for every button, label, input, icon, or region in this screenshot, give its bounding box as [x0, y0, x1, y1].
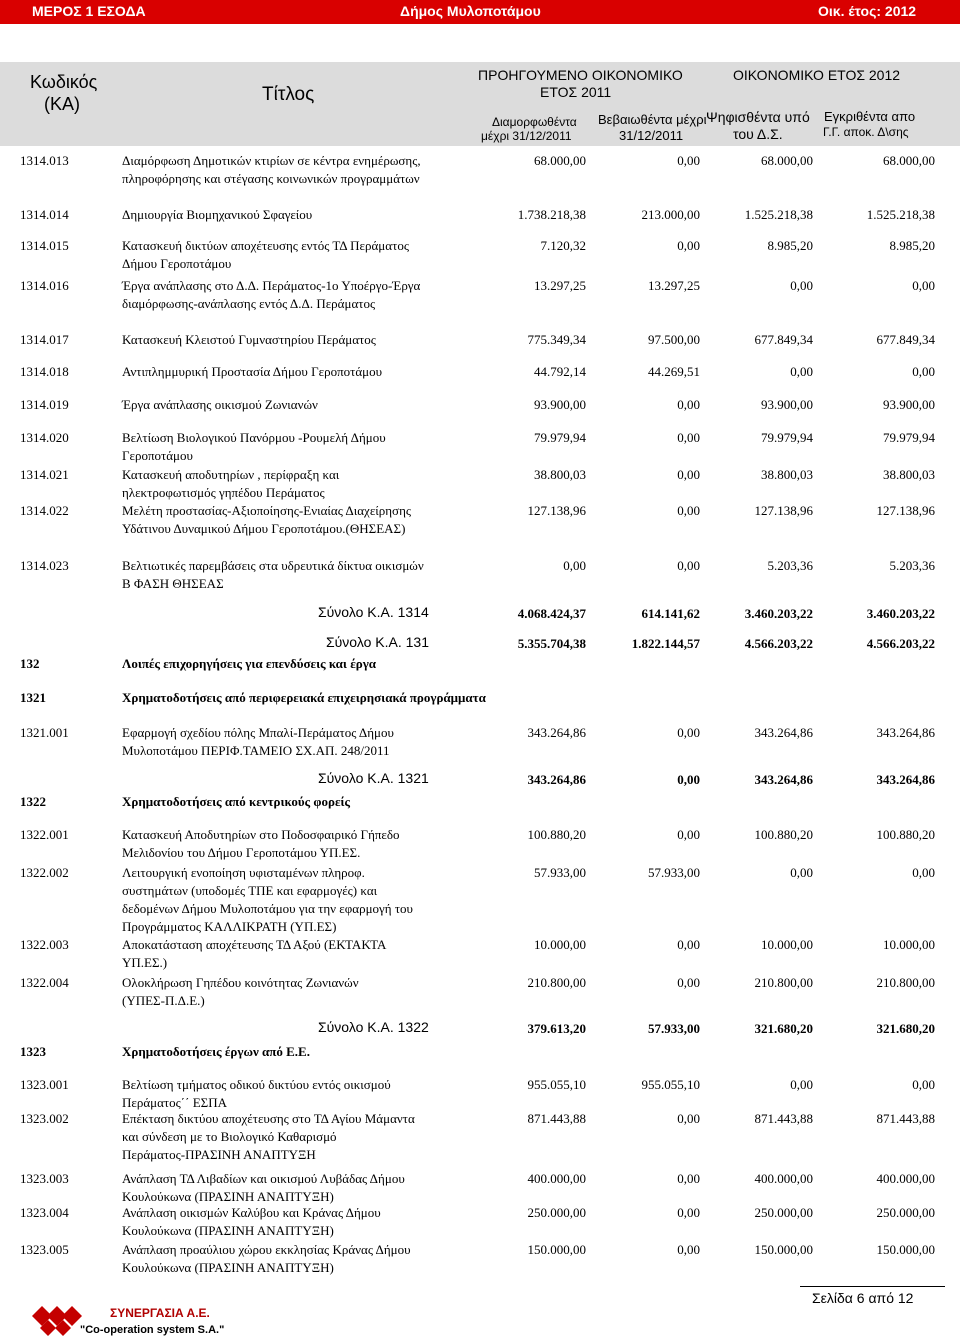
- row-title-line: Ολοκλήρωση Γηπέδου κοινότητας Ζωνιανών: [122, 975, 359, 990]
- table-row: [0, 277, 960, 313]
- row-value-2: 13.297,25: [648, 278, 700, 293]
- table-header: [0, 62, 960, 146]
- row-title-line: Διαμόρφωση Δημοτικών κτιρίων σε κέντρα ενημέρωσης,: [122, 153, 421, 168]
- row-value-3: 677.849,34: [754, 332, 813, 347]
- total-v4: 3.460.203,22: [866, 606, 935, 621]
- row-value-3: 1.525.218,38: [744, 207, 813, 222]
- header-col1-sub: μέχρι 31/12/2011: [481, 129, 572, 143]
- row-value-1: 250.000,00: [527, 1205, 586, 1220]
- row-title: [122, 502, 462, 538]
- row-value-2: 0,00: [677, 937, 700, 952]
- row-title-line: Έργα ανάπλασης στο Δ.Δ. Περάματος-1ο Υποέργο-Έργα: [122, 278, 421, 293]
- row-title-line: Ανάπλαση ΤΔ Λιβαδίων και οικισμού Λυβάδας Δήμου: [122, 1171, 405, 1186]
- group-code: 1321: [20, 690, 46, 705]
- row-code: 1323.002: [20, 1111, 69, 1126]
- row-value-4: 400.000,00: [876, 1171, 935, 1186]
- row-value-4: 343.264,86: [876, 725, 935, 740]
- row-value-2: 0,00: [677, 1111, 700, 1126]
- row-value-4: 8.985,20: [889, 238, 935, 253]
- header-col2-sub: 31/12/2011: [619, 128, 684, 143]
- row-value-2: 0,00: [677, 238, 700, 253]
- table-row: [0, 331, 960, 349]
- table-row: [0, 1110, 960, 1164]
- row-value-2: 0,00: [677, 503, 700, 518]
- total-label: Σύνολο Κ.Α. 131: [326, 634, 429, 650]
- row-value-3: 100.880,20: [754, 827, 813, 842]
- row-title-line: συστημάτων (υποδομές ΤΠΕ και εφαρμογές) και: [122, 883, 378, 898]
- total-v3: 4.566.203,22: [744, 636, 813, 651]
- row-code: 1314.016: [20, 278, 69, 293]
- header-col4-sub: Γ.Γ. αποκ. Δ\σης: [823, 125, 909, 139]
- row-title: [122, 826, 462, 862]
- row-title: [122, 429, 462, 465]
- table-row: [0, 1204, 960, 1240]
- row-code: 1323.001: [20, 1077, 69, 1092]
- row-title-line: Ανάπλαση προαύλιου χώρου εκκλησίας Κράνας Δήμου: [122, 1242, 411, 1257]
- total-label: Σύνολο Κ.Α. 1314: [318, 604, 429, 620]
- row-value-1: 7.120,32: [540, 238, 586, 253]
- row-title-line: διαμόρφωσης-ανάπλασης εντός Δ.Δ. Περάματος: [122, 296, 376, 311]
- group-title: Χρηματοδοτήσεις έργων από Ε.Ε.: [122, 1044, 310, 1059]
- table-row: [0, 974, 960, 1010]
- row-title: [122, 1170, 462, 1206]
- row-value-1: 1.738.218,38: [517, 207, 586, 222]
- row-title-line: Κατασκευή Κλειστού Γυμναστηρίου Περάματος: [122, 332, 376, 347]
- total-label: Σύνολο Κ.Α. 1321: [318, 770, 429, 786]
- total-v3: 321.680,20: [754, 1021, 813, 1036]
- row-value-3: 68.000,00: [761, 153, 813, 168]
- row-title-line: Γεροποτάμου: [122, 448, 193, 463]
- header-col1: Διαμορφωθέντα: [492, 115, 577, 129]
- row-title-line: Κατασκευή αποδυτηρίων , περίφραξη και: [122, 467, 340, 482]
- table-row: [0, 864, 960, 936]
- row-value-1: 127.138,96: [527, 503, 586, 518]
- header-code-sub: (ΚΑ): [44, 94, 80, 114]
- row-value-3: 79.979,94: [761, 430, 813, 445]
- row-value-4: 150.000,00: [876, 1242, 935, 1257]
- row-title: [122, 557, 462, 593]
- total-v2: 0,00: [677, 772, 700, 787]
- row-value-3: 10.000,00: [761, 937, 813, 952]
- table-row: [0, 1241, 960, 1277]
- total-v3: 3.460.203,22: [744, 606, 813, 621]
- section-label: ΜΕΡΟΣ 1 ΕΣΟΔΑ: [32, 3, 146, 19]
- row-code: 1314.013: [20, 153, 69, 168]
- row-value-1: 871.443,88: [527, 1111, 586, 1126]
- row-value-4: 79.979,94: [883, 430, 935, 445]
- row-title-line: Βελτίωση Βιολογικού Πανόρμου -Ρουμελή Δήμου: [122, 430, 386, 445]
- row-value-2: 97.500,00: [648, 332, 700, 347]
- row-value-4: 210.800,00: [876, 975, 935, 990]
- group-code: 132: [20, 656, 40, 671]
- row-code: 1314.020: [20, 430, 69, 445]
- row-title: [122, 974, 462, 1010]
- row-value-1: 79.979,94: [534, 430, 586, 445]
- row-value-2: 0,00: [677, 827, 700, 842]
- row-value-4: 1.525.218,38: [866, 207, 935, 222]
- row-value-3: 5.203,36: [767, 558, 813, 573]
- row-value-1: 0,00: [563, 558, 586, 573]
- row-value-4: 0,00: [912, 865, 935, 880]
- row-value-4: 871.443,88: [876, 1111, 935, 1126]
- top-bar: [0, 0, 960, 24]
- row-value-3: 400.000,00: [754, 1171, 813, 1186]
- row-value-3: 150.000,00: [754, 1242, 813, 1257]
- row-title-line: Περάματος-ΠΡΑΣΙΝΗ ΑΝΑΠΤΥΞΗ: [122, 1147, 316, 1162]
- row-title-line: Επέκταση δικτύου αποχέτευσης στο ΤΔ Αγίου Μάμαντα: [122, 1111, 415, 1126]
- row-title: [122, 1204, 462, 1240]
- row-title-line: Κατασκευή Αποδυτηρίων στο Ποδοσφαιρικό Γήπεδο: [122, 827, 400, 842]
- group-code: 1322: [20, 794, 46, 809]
- total-v1: 343.264,86: [527, 772, 586, 787]
- row-value-1: 210.800,00: [527, 975, 586, 990]
- row-title-line: Ανάπλαση οικισμών Καλύβου και Κράνας Δήμου: [122, 1205, 381, 1220]
- row-value-2: 44.269,51: [648, 364, 700, 379]
- row-value-4: 100.880,20: [876, 827, 935, 842]
- row-value-3: 38.800,03: [761, 467, 813, 482]
- row-code: 1314.014: [20, 207, 69, 222]
- row-value-3: 871.443,88: [754, 1111, 813, 1126]
- row-title-line: Κουλούκωνα (ΠΡΑΣΙΝΗ ΑΝΑΠΤΥΞΗ): [122, 1260, 334, 1275]
- row-code: 1314.022: [20, 503, 69, 518]
- row-title: [122, 724, 462, 760]
- row-value-2: 57.933,00: [648, 865, 700, 880]
- row-title-line: Κουλούκωνα (ΠΡΑΣΙΝΗ ΑΝΑΠΤΥΞΗ): [122, 1223, 334, 1238]
- row-value-4: 5.203,36: [889, 558, 935, 573]
- total-v4: 321.680,20: [876, 1021, 935, 1036]
- row-value-4: 10.000,00: [883, 937, 935, 952]
- row-value-3: 0,00: [790, 364, 813, 379]
- row-title-line: Αντιπλημμυρική Προστασία Δήμου Γεροποτάμου: [122, 364, 383, 379]
- row-title: [122, 1110, 462, 1164]
- total-v4: 4.566.203,22: [866, 636, 935, 651]
- total-131: [0, 634, 960, 656]
- row-value-3: 127.138,96: [754, 503, 813, 518]
- row-title-line: Μυλοποτάμου ΠΕΡΙΦ.ΤΑΜΕΙΟ ΣΧ.ΑΠ. 248/2011: [122, 743, 390, 758]
- row-value-4: 677.849,34: [876, 332, 935, 347]
- header-col4: Εγκριθέντα απο: [824, 109, 916, 124]
- total-v1: 379.613,20: [527, 1021, 586, 1036]
- row-value-4: 0,00: [912, 278, 935, 293]
- table-row: [0, 363, 960, 381]
- row-title-line: Μελέτη προστασίας-Αξιοποίησης-Ενιαίας Διαχείρησης: [122, 503, 412, 518]
- total-1322: [0, 1019, 960, 1041]
- row-title-line: Εφαρμογή σχεδίου πόλης Μπαλί-Περάματος Δήμου: [122, 725, 394, 740]
- total-v4: 343.264,86: [876, 772, 935, 787]
- row-value-1: 13.297,25: [534, 278, 586, 293]
- row-code: 1322.001: [20, 827, 69, 842]
- row-value-3: 210.800,00: [754, 975, 813, 990]
- row-value-2: 0,00: [677, 467, 700, 482]
- row-title: [122, 396, 462, 414]
- row-value-4: 38.800,03: [883, 467, 935, 482]
- row-value-1: 57.933,00: [534, 865, 586, 880]
- total-v2: 614.141,62: [641, 606, 700, 621]
- row-title-line: Μελιδονίου του Δήμου Γεροποτάμου ΥΠ.ΕΣ.: [122, 845, 361, 860]
- total-v3: 343.264,86: [754, 772, 813, 787]
- row-title-line: Δήμου Γεροποτάμου: [122, 256, 232, 271]
- header-code: Κωδικός: [30, 72, 98, 92]
- row-value-2: 0,00: [677, 1205, 700, 1220]
- row-value-4: 127.138,96: [876, 503, 935, 518]
- header-col3-sub: του Δ.Σ.: [733, 126, 783, 142]
- row-value-2: 0,00: [677, 153, 700, 168]
- header-title: Τίτλος: [262, 84, 315, 105]
- table-row: [0, 502, 960, 538]
- total-v1: 4.068.424,37: [517, 606, 586, 621]
- row-value-2: 0,00: [677, 975, 700, 990]
- row-code: 1323.005: [20, 1242, 69, 1257]
- row-value-3: 0,00: [790, 278, 813, 293]
- row-value-4: 250.000,00: [876, 1205, 935, 1220]
- row-value-1: 44.792,14: [534, 364, 586, 379]
- row-value-1: 150.000,00: [527, 1242, 586, 1257]
- row-value-1: 68.000,00: [534, 153, 586, 168]
- table-row: [0, 936, 960, 972]
- row-value-2: 0,00: [677, 1171, 700, 1186]
- row-value-1: 400.000,00: [527, 1171, 586, 1186]
- total-1321: [0, 770, 960, 792]
- row-value-3: 250.000,00: [754, 1205, 813, 1220]
- total-v2: 57.933,00: [648, 1021, 700, 1036]
- row-code: 1314.023: [20, 558, 69, 573]
- row-title-line: Δημιουργία Βιομηχανικού Σφαγείου: [122, 207, 313, 222]
- row-title: [122, 363, 462, 381]
- table-row: [0, 1076, 960, 1112]
- row-code: 1322.002: [20, 865, 69, 880]
- table-row: [0, 237, 960, 273]
- header-col2: Βεβαιωθέντα μέχρι: [598, 112, 707, 127]
- row-title: [122, 206, 462, 224]
- row-value-2: 213.000,00: [641, 207, 700, 222]
- row-code: 1314.017: [20, 332, 69, 347]
- row-title: [122, 277, 462, 313]
- table-row: [0, 466, 960, 502]
- row-code: 1322.003: [20, 937, 69, 952]
- row-value-1: 775.349,34: [527, 332, 586, 347]
- row-title: [122, 1076, 462, 1112]
- total-v1: 5.355.704,38: [517, 636, 586, 651]
- row-title: [122, 237, 462, 273]
- row-value-3: 0,00: [790, 865, 813, 880]
- table-row: [0, 724, 960, 760]
- row-code: 1323.004: [20, 1205, 69, 1220]
- row-title-line: Κατασκευή δικτύων αποχέτευσης εντός ΤΔ Περάματος: [122, 238, 409, 253]
- total-1314: [0, 604, 960, 626]
- table-row: [0, 557, 960, 593]
- row-value-4: 68.000,00: [883, 153, 935, 168]
- company-subtitle: "Co-operation system S.A.": [80, 1324, 225, 1336]
- row-code: 1314.015: [20, 238, 69, 253]
- row-title-line: Βελτίωση τμήματος οδικού δικτύου εντός οικισμού: [122, 1077, 391, 1092]
- row-value-2: 0,00: [677, 558, 700, 573]
- row-value-2: 0,00: [677, 725, 700, 740]
- municipality-label: Δήμος Μυλοποτάμου: [400, 3, 541, 19]
- table-row: [0, 429, 960, 465]
- row-title: [122, 1241, 462, 1277]
- total-label: Σύνολο Κ.Α. 1322: [318, 1019, 429, 1035]
- row-title: [122, 936, 462, 972]
- row-title-line: Προγράμματος ΚΑΛΛΙΚΡΑΤΗ (ΥΠ.ΕΣ): [122, 919, 337, 934]
- total-v2: 1.822.144,57: [631, 636, 700, 651]
- group-title: Λοιπές επιχορηγήσεις για επενδύσεις και έργα: [122, 656, 377, 671]
- table-row: [0, 826, 960, 862]
- row-title-line: και σύνδεση με το Βιολογικό Καθαρισμό: [122, 1129, 337, 1144]
- row-title-line: πληροφόρησης και στέγασης κοινωνικών προγραμμάτων: [122, 171, 420, 186]
- group-title: Χρηματοδοτήσεις από κεντρικούς φορείς: [122, 794, 351, 809]
- row-title-line: ΥΠ.ΕΣ.): [122, 955, 168, 970]
- row-title-line: Β ΦΑΣΗ ΘΗΣΕΑΣ: [122, 576, 224, 591]
- row-value-2: 955.055,10: [641, 1077, 700, 1092]
- row-value-3: 8.985,20: [767, 238, 813, 253]
- header-col3: Ψηφισθέντα υπό: [706, 109, 810, 125]
- row-title-line: Βελτιωτικές παρεμβάσεις στα υδρευτικά δίκτυα οικισμών: [122, 558, 424, 573]
- row-title-line: Κουλούκωνα (ΠΡΑΣΙΝΗ ΑΝΑΠΤΥΞΗ): [122, 1189, 334, 1204]
- row-value-1: 38.800,03: [534, 467, 586, 482]
- row-value-1: 343.264,86: [527, 725, 586, 740]
- row-value-3: 93.900,00: [761, 397, 813, 412]
- table-row: [0, 152, 960, 188]
- row-code: 1323.003: [20, 1171, 69, 1186]
- row-title: [122, 864, 462, 936]
- row-value-2: 0,00: [677, 430, 700, 445]
- row-value-4: 93.900,00: [883, 397, 935, 412]
- page-number: Σελίδα 6 από 12: [812, 1290, 914, 1306]
- row-value-2: 0,00: [677, 397, 700, 412]
- header-prev-year-sub: ΕΤΟΣ 2011: [540, 84, 612, 100]
- table-row: [0, 206, 960, 224]
- footer-divider: [800, 1286, 945, 1287]
- row-value-4: 0,00: [912, 364, 935, 379]
- row-title-line: Περάματος΄΄ ΕΣΠΑ: [122, 1095, 227, 1110]
- group-title: Χρηματοδοτήσεις από περιφερειακά επιχειρησιακά προγράμματα: [122, 690, 486, 705]
- row-title: [122, 152, 462, 188]
- row-code: 1314.021: [20, 467, 69, 482]
- fiscal-year-label: Οικ. έτος: 2012: [818, 3, 917, 19]
- row-value-1: 100.880,20: [527, 827, 586, 842]
- row-title: [122, 466, 462, 502]
- row-title-line: Υδάτινου Δυναμικού Δήμου Γεροποτάμου.(ΘΗΣΕΑΣ): [122, 521, 406, 536]
- row-title-line: δεδομένων Δήμου Μυλοποτάμου για την εφαρμογή του: [122, 901, 413, 916]
- row-value-2: 0,00: [677, 1242, 700, 1257]
- table-row: [0, 396, 960, 414]
- row-value-4: 0,00: [912, 1077, 935, 1092]
- row-value-1: 10.000,00: [534, 937, 586, 952]
- row-title-line: ηλεκτροφωτισμός γηπέδου Περάματος: [122, 485, 325, 500]
- row-title-line: (ΥΠΕΣ-Π.Δ.Ε.): [122, 993, 205, 1008]
- row-code: 1314.019: [20, 397, 69, 412]
- row-title-line: Λειτουργική ενοποίηση υφισταμένων πληροφ.: [122, 865, 365, 880]
- row-code: 1322.004: [20, 975, 69, 990]
- row-title-line: Αποκατάσταση αποχέτευσης ΤΔ Αξού (ΕΚΤΑΚΤΑ: [122, 937, 387, 952]
- header-prev-year: ΠΡΟΗΓΟΥΜΕΝΟ ΟΙΚΟΝΟΜΙΚΟ: [478, 67, 683, 83]
- row-value-1: 93.900,00: [534, 397, 586, 412]
- row-title: [122, 331, 462, 349]
- group-code: 1323: [20, 1044, 46, 1059]
- table-row: [0, 1170, 960, 1206]
- row-value-3: 0,00: [790, 1077, 813, 1092]
- row-title-line: Έργα ανάπλασης οικισμού Ζωνιανών: [122, 397, 318, 412]
- header-current-year: ΟΙΚΟΝΟΜΙΚΟ ΕΤΟΣ 2012: [733, 67, 901, 83]
- row-code: 1321.001: [20, 725, 69, 740]
- company-name: ΣΥΝΕΡΓΑΣΙΑ Α.Ε.: [110, 1306, 210, 1320]
- row-value-1: 955.055,10: [527, 1077, 586, 1092]
- row-value-3: 343.264,86: [754, 725, 813, 740]
- row-code: 1314.018: [20, 364, 69, 379]
